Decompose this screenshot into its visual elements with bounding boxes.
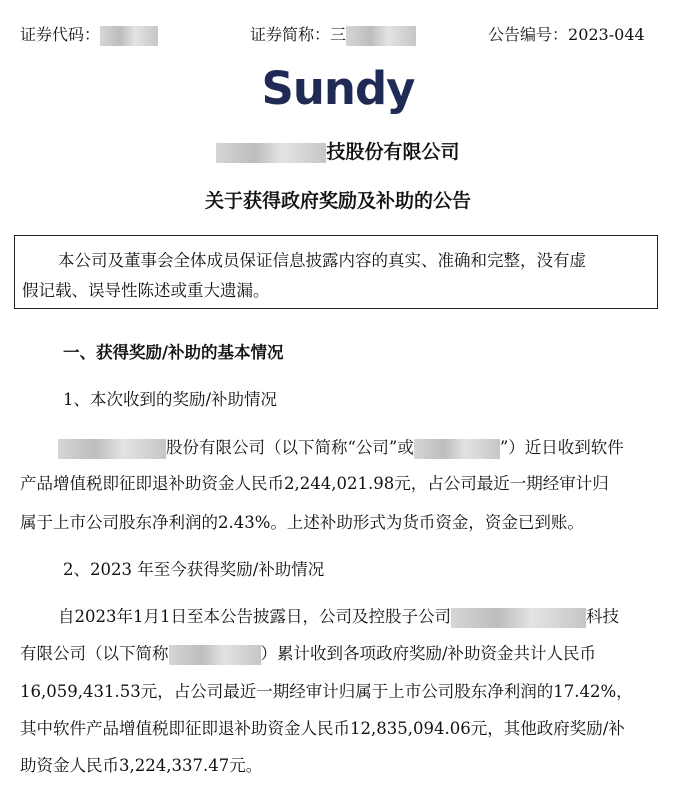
paragraph2-text-d: ）累计收到各项政府奖励/补助资金共计人民币 <box>260 644 597 663</box>
redacted-company-full-name <box>58 439 166 459</box>
redacted-company-abbr <box>414 439 500 459</box>
disclaimer-text <box>22 246 652 306</box>
stock-code <box>20 22 158 46</box>
paragraph2-line3: 16,059,431.53元，占公司最近一期经审计归属于上市公司股东净利润的17.42%， <box>20 682 633 701</box>
redacted-company-name <box>216 143 326 163</box>
paragraph2-text-c: 有限公司（以下简称 <box>20 644 169 663</box>
paragraph1-text-b: ”）近日收到软件 <box>499 438 624 457</box>
paragraph2-line1 <box>58 603 619 628</box>
disclaimer-line2: 假记载、误导性陈述或重大遗漏。 <box>22 281 270 300</box>
paragraph1-line1 <box>58 434 624 459</box>
subsection-heading-2: 2、2023 年至今获得奖励/补助情况 <box>63 560 325 579</box>
stock-short-name-start: 三 <box>330 25 347 44</box>
company-name-suffix: 技股份有限公司 <box>326 141 460 163</box>
notice-number <box>488 22 645 45</box>
company-logo: Sundy <box>261 62 415 115</box>
document-title: 关于获得政府奖励及补助的公告 <box>204 190 471 212</box>
redacted-stock-name <box>346 26 416 46</box>
section-heading: 一、获得奖励/补助的基本情况 <box>63 343 284 362</box>
stock-code-label: 证券代码： <box>20 25 101 44</box>
paragraph2-line4: 其中软件产品增值税即征即退补助资金人民币12,835,094.06元，其他政府奖励/补 <box>20 719 625 738</box>
paragraph1-line3: 属于上市公司股东净利润的2.43%。上述补助形式为货币资金，资金已到账。 <box>20 513 584 532</box>
paragraph2-text-b: 科技 <box>586 607 619 626</box>
notice-number-value: 2023-044 <box>568 25 645 44</box>
redacted-stock-code <box>100 26 158 46</box>
paragraph2-line2 <box>20 640 596 665</box>
stock-short-name <box>250 22 416 46</box>
company-name <box>0 137 676 164</box>
stock-short-name-label: 证券简称： <box>250 25 331 44</box>
notice-number-label: 公告编号： <box>488 25 569 44</box>
paragraph1-line2: 产品增值税即征即退补助资金人民币2,244,021.98元，占公司最近一期经审计归 <box>20 474 609 493</box>
paragraph2-line5: 助资金人民币3,224,337.47元。 <box>20 756 263 775</box>
disclaimer-line1: 本公司及董事会全体成员保证信息披露内容的真实、准确和完整，没有虚 <box>58 251 586 270</box>
paragraph2-text-a: 自2023年1月1日至本公告披露日，公司及控股子公司 <box>58 607 451 626</box>
redacted-subsidiary-name <box>451 608 586 628</box>
paragraph1-text-a: 股份有限公司（以下简称“公司”或 <box>166 438 414 457</box>
subsection-heading-1: 1、本次收到的奖励/补助情况 <box>63 390 278 409</box>
redacted-subsidiary-abbr <box>169 645 261 665</box>
